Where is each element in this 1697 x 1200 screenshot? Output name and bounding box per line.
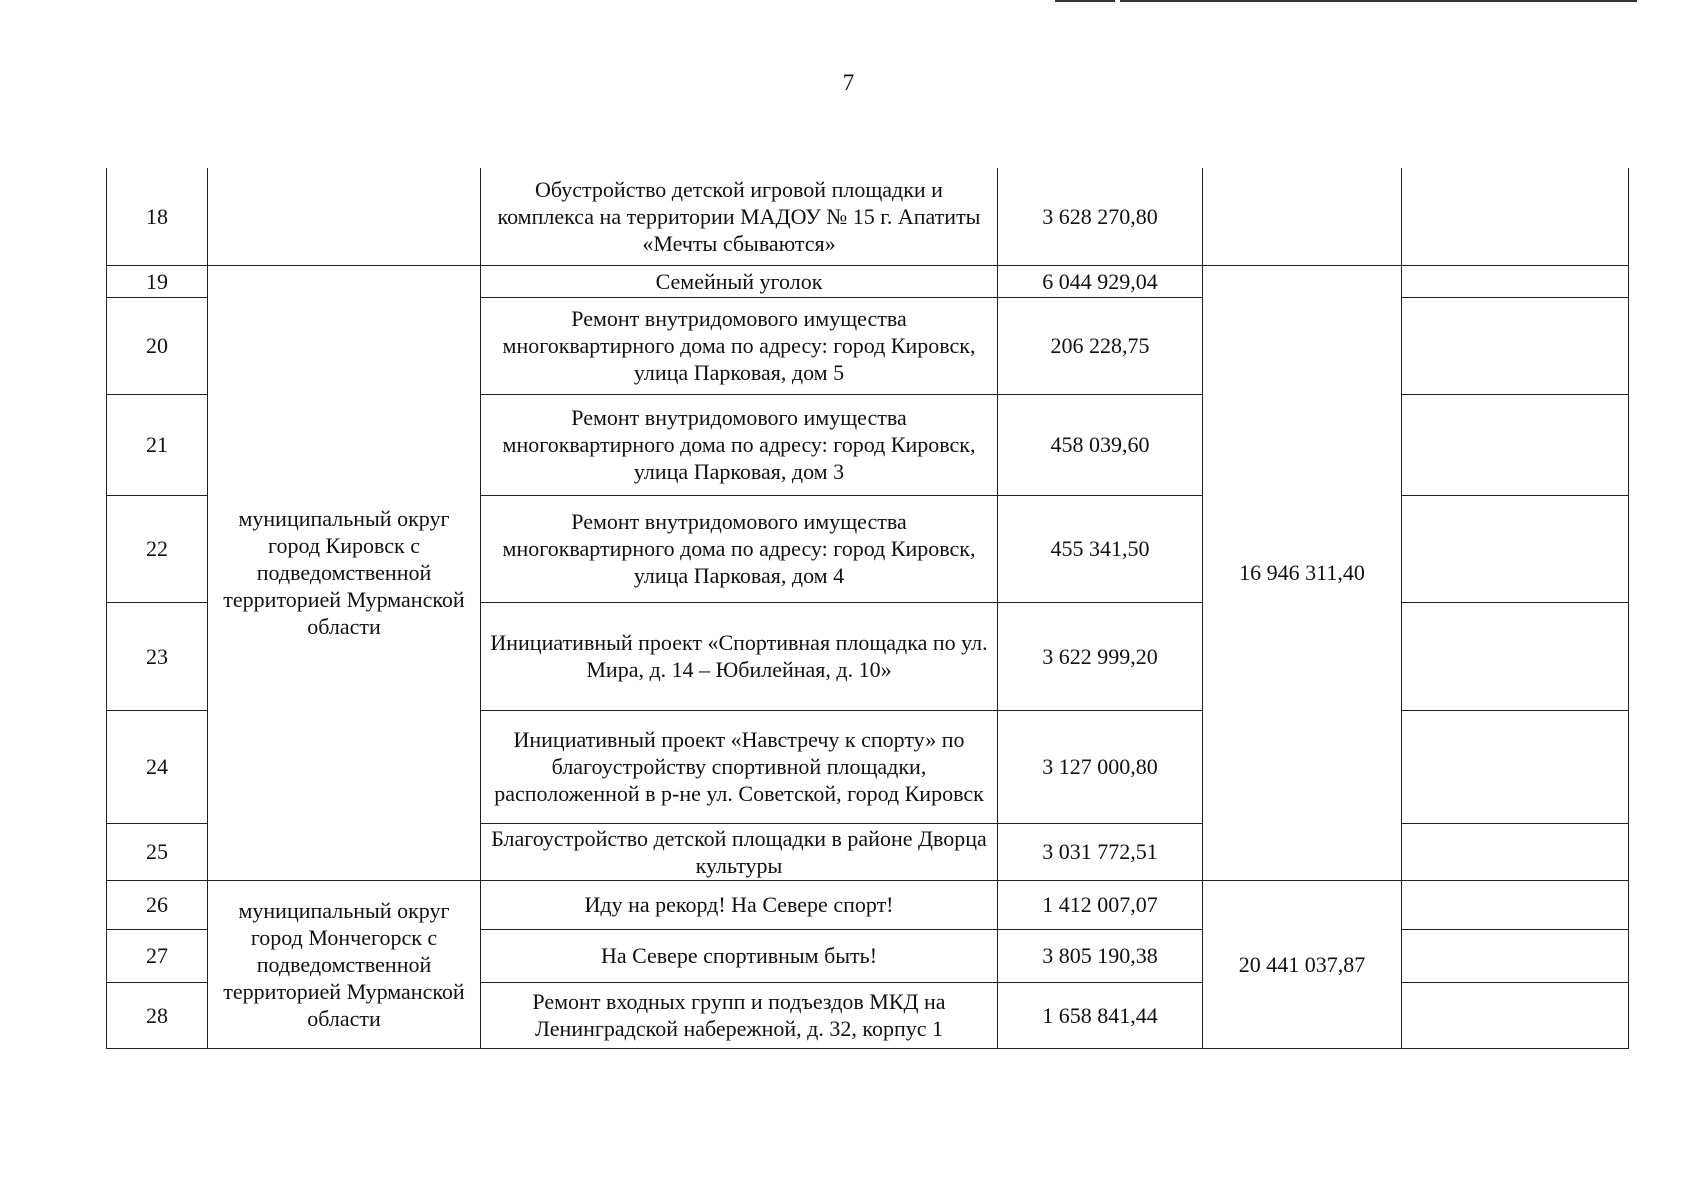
funding-table	[106, 168, 1629, 1049]
empty-cell	[1402, 495, 1629, 602]
top-rule-right	[1120, 0, 1637, 2]
project-name: Иду на рекорд! На Севере спорт!	[481, 880, 998, 929]
page-number: 7	[842, 70, 855, 95]
row-number: 28	[107, 982, 208, 1048]
row-number: 25	[107, 823, 208, 880]
municipality-total: 16 946 311,40	[1203, 265, 1402, 880]
project-name: Ремонт внутридомового имущества многоквартирного дома по адресу: город Кировск, улица Парковая, дом 5	[481, 297, 998, 394]
project-name: Инициативный проект «Спортивная площадка по ул. Мира, д. 14 – Юбилейная, д. 10»	[481, 602, 998, 710]
project-name: Ремонт входных групп и подъездов МКД на Ленинградской набережной, д. 32, корпус 1	[481, 982, 998, 1048]
municipality-name: муниципальный округ город Мончегорск с подведомственной территорией Мурманской области	[208, 880, 481, 1048]
empty-cell	[1402, 710, 1629, 823]
row-number: 23	[107, 602, 208, 710]
project-amount: 3 622 999,20	[998, 602, 1203, 710]
project-name: Инициативный проект «Навстречу к спорту» по благоустройству спортивной площадки, расположенной в р-не ул. Советской, город Кировск	[481, 710, 998, 823]
total-cell-empty	[1203, 168, 1402, 265]
municipality-name: муниципальный округ город Кировск с подведомственной территорией Мурманской области	[208, 265, 481, 880]
project-name: Семейный уголок	[481, 265, 998, 297]
row-number: 22	[107, 495, 208, 602]
project-amount: 3 127 000,80	[998, 710, 1203, 823]
project-amount: 458 039,60	[998, 394, 1203, 495]
project-name: Благоустройство детской площадки в районе Дворца культуры	[481, 823, 998, 880]
row-number: 21	[107, 394, 208, 495]
row-number: 26	[107, 880, 208, 929]
table-row	[107, 168, 1629, 265]
empty-cell	[1402, 394, 1629, 495]
project-amount: 3 628 270,80	[998, 168, 1203, 265]
empty-cell	[1402, 880, 1629, 929]
project-amount: 6 044 929,04	[998, 265, 1203, 297]
empty-cell	[1402, 168, 1629, 265]
project-amount: 455 341,50	[998, 495, 1203, 602]
empty-cell	[1402, 929, 1629, 982]
project-name: Обустройство детской игровой площадки и комплекса на территории МАДОУ № 15 г. Апатиты «Мечты сбываются»	[481, 168, 998, 265]
top-rule-left	[1055, 0, 1115, 2]
row-number: 19	[107, 265, 208, 297]
project-name: Ремонт внутридомового имущества многоквартирного дома по адресу: город Кировск, улица Парковая, дом 3	[481, 394, 998, 495]
row-number: 27	[107, 929, 208, 982]
project-amount: 3 031 772,51	[998, 823, 1203, 880]
project-amount: 1 658 841,44	[998, 982, 1203, 1048]
empty-cell	[1402, 602, 1629, 710]
project-amount: 206 228,75	[998, 297, 1203, 394]
project-amount: 1 412 007,07	[998, 880, 1203, 929]
project-name: На Севере спортивным быть!	[481, 929, 998, 982]
empty-cell	[1402, 982, 1629, 1048]
empty-cell	[1402, 265, 1629, 297]
project-name: Ремонт внутридомового имущества многоквартирного дома по адресу: город Кировск, улица Парковая, дом 4	[481, 495, 998, 602]
row-number: 24	[107, 710, 208, 823]
empty-cell	[1402, 297, 1629, 394]
table-row	[107, 880, 1629, 929]
municipality-cell-empty	[208, 168, 481, 265]
empty-cell	[1402, 823, 1629, 880]
row-number: 18	[107, 168, 208, 265]
table-row	[107, 265, 1629, 297]
project-amount: 3 805 190,38	[998, 929, 1203, 982]
row-number: 20	[107, 297, 208, 394]
municipality-total: 20 441 037,87	[1203, 880, 1402, 1048]
